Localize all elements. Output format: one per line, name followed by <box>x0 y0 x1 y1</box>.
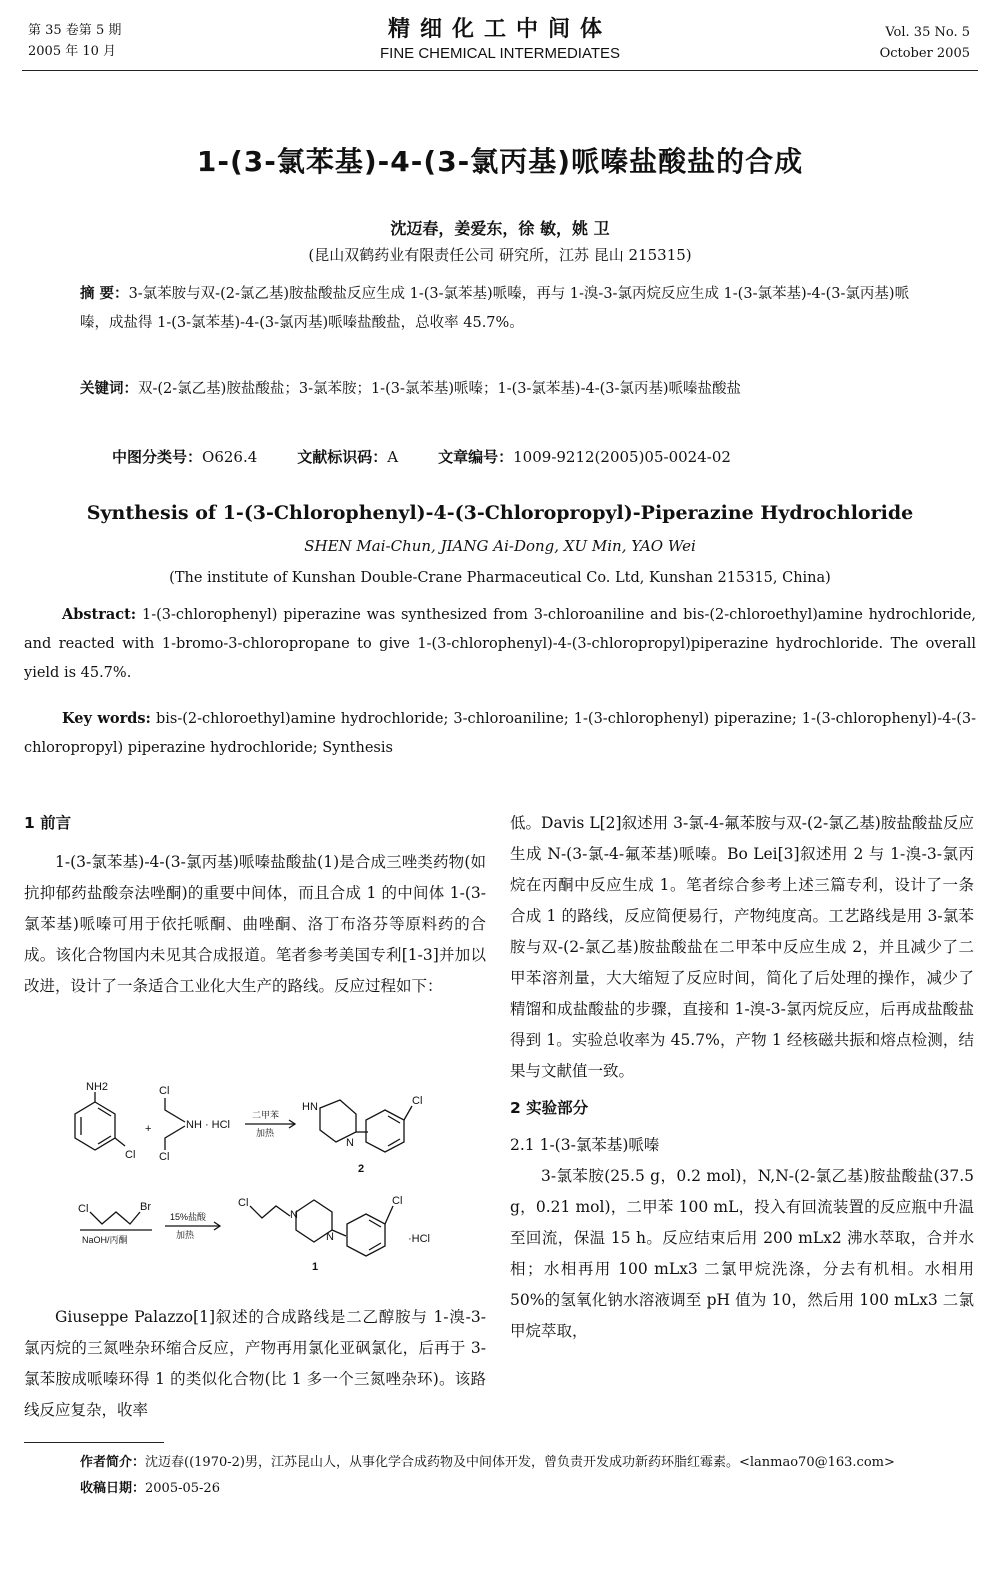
cl-label-2: Cl <box>159 1085 170 1097</box>
compound-2-structure <box>320 1100 412 1152</box>
journal-name-cn: 精细化工中间体 <box>387 17 612 42</box>
issue-info-en <box>880 22 970 64</box>
hn-label: HN <box>302 1101 318 1113</box>
section-2-heading: 2 实验部分 <box>510 1099 589 1117</box>
cl-label-7: Cl <box>392 1195 403 1207</box>
issue-volume-en: Vol. 35 No. 5 <box>885 25 970 40</box>
cl-label-1: Cl <box>125 1149 136 1161</box>
keywords-en-label: Key words: <box>62 710 151 727</box>
issue-volume: 第 35 卷第 5 期 <box>28 23 122 38</box>
affiliation-cn: (昆山双鹤药业有限责任公司 研究所，江苏 昆山 215315) <box>308 246 692 264</box>
article-no-value: 1009-9212(2005)05-0024-02 <box>513 448 731 466</box>
condition-2-top: 15%盐酸 <box>170 1212 207 1222</box>
right-column <box>510 808 974 1347</box>
keywords-en-text: bis-(2-chloroethyl)amine hydrochloride; 3-chloroaniline; 1-(3-chlorophenyl) piperazine; 1-(3-chlorophenyl)-4-(3-chloropropyl) piperazine hydrochloride; Synthesis <box>24 711 976 756</box>
clc-label: 中图分类号： <box>112 448 203 466</box>
n-label-3: N <box>326 1231 334 1243</box>
footnote-rule <box>24 1442 164 1443</box>
author-bio <box>80 1450 980 1476</box>
keywords-cn-text: 双-(2-氯乙基)胺盐酸盐；3-氯苯胺；1-(3-氯苯基)哌嗪；1-(3-氯苯基)-4-(3-氯丙基)哌嗪盐酸盐 <box>138 381 742 397</box>
journal-name <box>0 12 1000 62</box>
classification-line <box>112 446 731 467</box>
abstract-en-label: Abstract: <box>62 606 137 623</box>
footnote <box>80 1450 980 1502</box>
condition-1-top: 二甲苯 <box>252 1110 280 1120</box>
keywords-cn <box>80 375 920 404</box>
abstract-cn-text: 3-氯苯胺与双-(2-氯乙基)胺盐酸盐反应生成 1-(3-氯苯基)哌嗪，再与 1-溴-3-氯丙烷反应生成 1-(3-氯苯基)-4-(3-氯丙基)哌嗪，成盐得 1-(3-氯苯基)-4-(3-氯丙基)哌嗪盐酸盐，总收率 45.7%。 <box>80 286 910 331</box>
received-date-label: 收稿日期： <box>80 1481 146 1496</box>
reaction-scheme <box>40 1080 480 1295</box>
article-no-label: 文章编号： <box>438 448 514 466</box>
doc-code-label: 文献标识码： <box>297 448 388 466</box>
paper-title-en: Synthesis of 1-(3-Chlorophenyl)-4-(3-Chloropropyl)-Piperazine Hydrochloride <box>86 502 914 524</box>
abstract-cn <box>80 280 920 338</box>
received-date <box>80 1476 980 1502</box>
authors-en: SHEN Mai-Chun, JIANG Ai-Dong, XU Min, YAO Wei <box>304 537 696 555</box>
n-label-2: N <box>290 1209 298 1221</box>
affiliation-en: (The institute of Kunshan Double-Crane Pharmaceutical Co. Ltd, Kunshan 215315, China) <box>169 570 831 586</box>
abstract-en <box>24 600 976 688</box>
abstract-en-text: 1-(3-chlorophenyl) piperazine was synthesized from 3-chloroaniline and bis-(2-chloroethyl)amine hydrochloride, and reacted with 1-bromo-3-chloropropane to give 1-(3-chlorophenyl)-4-(3-chloropropyl)piperazine hydrochloride. The overall yield is 45.7%. <box>24 607 976 681</box>
subsection-2-1-heading: 2.1 1-(3-氯苯基)哌嗪 <box>510 1136 660 1154</box>
left-column-lower <box>24 1302 486 1426</box>
received-date-text: 2005-05-26 <box>145 1481 220 1496</box>
intro-paragraph-3: 低。Davis L[2]叙述用 3-氯-4-氟苯胺与双-(2-氯乙基)胺盐酸盐反应生成 N-(3-氯-4-氟苯基)哌嗪。Bo Lei[3]叙述用 2 与 1-溴-3-氯丙烷在丙酮中反应生成 1。笔者综合参考上述三篇专利，设计了一条合成 1 的路线，反应简便易行，产物纯度高。工艺路线是用 3-氯苯胺与双-(2-氯乙基)胺盐酸盐在二甲苯中反应生成 2，并且减少了二甲苯溶剂量，大大缩短了反应时间，简化了后处理的操作，减少了精馏和成盐酸盐的步骤，直接和 1-溴-3-氯丙烷反应，后再成盐酸盐得到 1。实验总收率为 45.7%，产物 1 经核磁共振和熔点检测，结果与文献值一致。 <box>510 814 974 1080</box>
cl-label-5: Cl <box>78 1203 89 1215</box>
abstract-cn-label: 摘 要： <box>80 286 129 302</box>
nh2-label: NH2 <box>86 1081 109 1093</box>
cl-label-6: Cl <box>238 1197 249 1209</box>
br-label: Br <box>140 1201 151 1213</box>
left-column <box>24 808 486 1002</box>
experimental-paragraph-1: 3-氯苯胺(25.5 g，0.2 mol)，N,N-(2-氯乙基)胺盐酸盐(37.5 g，0.21 mol)，二甲苯 100 mL，投入有回流装置的反应瓶中升温至回流，保温 15 h。反应结束后用 200 mLx2 沸水萃取，合并水相；水相再用 100 mLx3 二氯甲烷洗涤，分去有机相。水相用 50%的氢氧化钠水溶液调至 pH 值为 10，然后用 100 mLx3 二氯甲烷萃取， <box>510 1167 974 1340</box>
section-1-heading: 1 前言 <box>24 814 72 832</box>
base-condition: NaOH/丙酮 <box>82 1235 128 1245</box>
compound-1-structure <box>250 1200 393 1256</box>
cl-label-3: Cl <box>159 1151 170 1163</box>
clc-value: O626.4 <box>202 448 258 466</box>
bis-chloroethylamine-structure <box>165 1098 185 1150</box>
issue-date: 2005 年 10 月 <box>28 44 117 59</box>
header-rule <box>22 70 978 71</box>
condition-1-bottom: 加热 <box>256 1128 275 1138</box>
intro-paragraph-2: Giuseppe Palazzo[1]叙述的合成路线是二乙醇胺与 1-溴-3-氯丙烷的三氮唑杂环缩合反应，产物再用氯化亚砜氯化，后再于 3-氯苯胺成哌嗪环得 1 的类似化合物(比 1 多一个三氮唑杂环)。该路线反应复杂，收率 <box>24 1308 486 1419</box>
n-label-1: N <box>346 1137 354 1149</box>
hcl-label: ·HCl <box>408 1233 430 1245</box>
keywords-cn-label: 关键词： <box>80 381 138 397</box>
keywords-en <box>24 704 976 763</box>
plus-sign: + <box>145 1123 152 1135</box>
nh-hcl-label: NH · HCl <box>186 1119 230 1131</box>
authors-cn: 沈迈春，姜爱东，徐 敏，姚 卫 <box>390 219 610 238</box>
cl-label-4: Cl <box>412 1095 423 1107</box>
issue-date-en: October 2005 <box>879 46 970 61</box>
condition-2-bottom: 加热 <box>176 1230 195 1240</box>
chloroaniline-structure <box>75 1092 125 1150</box>
compound-1-label: 1 <box>312 1261 319 1273</box>
doc-code-value: A <box>387 448 399 466</box>
compound-2-label: 2 <box>358 1163 365 1175</box>
intro-paragraph-1: 1-(3-氯苯基)-4-(3-氯丙基)哌嗪盐酸盐(1)是合成三唑类药物(如抗抑郁药盐酸奈法唑酮)的重要中间体，而且合成 1 的中间体 1-(3-氯苯基)哌嗪可用于依托哌酮、曲唑酮、洛丁布洛芬等原料药的合成。该化合物国内未见其合成报道。笔者参考美国专利[1-3]并加以改进，设计了一条适合工业化大生产的路线。反应过程如下： <box>24 853 486 995</box>
author-bio-label: 作者简介： <box>80 1455 146 1470</box>
bromochloropropane-structure <box>90 1212 140 1224</box>
journal-name-en: FINE CHEMICAL INTERMEDIATES <box>379 45 621 62</box>
paper-title-cn: 1-(3-氯苯基)-4-(3-氯丙基)哌嗪盐酸盐的合成 <box>196 145 804 178</box>
author-bio-text: 沈迈春((1970-2)男，江苏昆山人，从事化学合成药物及中间体开发，曾负责开发成功新药环脂红霉素。<lanmao70@163.com> <box>145 1455 895 1470</box>
